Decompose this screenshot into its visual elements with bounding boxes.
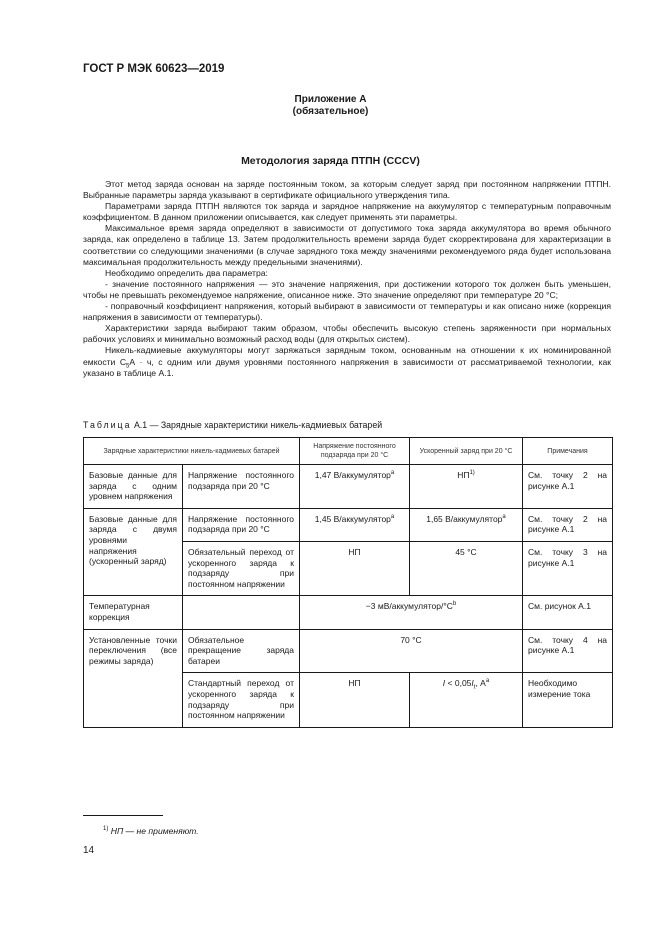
table-cell (300, 508, 410, 541)
paragraph-text: Никель-кадмиевые аккумуляторы могут заряжаться зарядным током, основанным на отношении к их номинированной емкости С (83, 345, 611, 367)
table-caption-text: А.1 — Зарядные характеристики никель-кадмиевых батарей (131, 420, 383, 430)
paragraph: Необходимо определить два параметра: (105, 267, 268, 278)
table-cell (410, 673, 523, 727)
table-cell: Установленные точки переключения (все режимы заряда) (84, 629, 183, 727)
table-cell: Обязательный переход от ускоренного заряда к подзаряду при постоянном напряжении (183, 541, 300, 595)
table-cell: См. точку 2 на рисунке А.1 (523, 465, 613, 509)
cell-value: НП (457, 470, 470, 480)
section-title: Методология заряда ПТПН (CCCV) (241, 155, 420, 167)
charge-characteristics-table (83, 437, 613, 728)
table-row (84, 596, 613, 629)
cell-value: 1,45 В/аккумулятор (314, 513, 391, 524)
table-cell: См. точку 3 на рисунке А.1 (523, 541, 613, 595)
table-row (84, 629, 613, 673)
table-cell: Базовые данные для заряда с одним уровнем напряжения (84, 465, 183, 509)
footnote (103, 826, 199, 836)
footnote-mark: 1) (103, 826, 109, 833)
annex-status: (обязательное) (292, 106, 369, 117)
superscript: а (390, 470, 395, 477)
header-cell: Примечания (523, 438, 613, 465)
cell-value: , А (475, 678, 486, 689)
footnote-divider (83, 815, 163, 816)
cell-value: < 0,05 (445, 678, 472, 689)
table-cell (183, 596, 300, 629)
table-cell: Температурная коррекция (84, 596, 183, 629)
footnote-text: НП — не применяют. (110, 826, 199, 836)
annex-heading (0, 94, 661, 118)
paragraph: - поправочный коэффициент напряжения, который выбирают в зависимости от температуры и как описано ниже (коррекция напряжения в зависимости от температуры). (83, 301, 611, 323)
table-row (84, 465, 613, 509)
table-cell: См. рисунок А.1 (523, 596, 613, 629)
paragraph (83, 345, 611, 378)
table-cell (300, 596, 523, 629)
paragraph: Этот метод заряда основан на заряде постоянным током, за которым следует заряд при постоянном напряжении ПТПН. Выбранные параметры заряда указывают в сертификате официального утверждения типа. (83, 179, 611, 201)
subscript: 5 (126, 363, 130, 370)
table-cell: Стандартный переход от ускоренного заряда к подзаряду при постоянном напряжении (183, 673, 300, 727)
table-cell: См. точку 2 на рисунке А.1 (523, 508, 613, 541)
table-cell: Базовые данные для заряда с двумя уровнями напряжения (ускоренный заряд) (84, 508, 183, 596)
table-cell (410, 465, 523, 509)
table-cell: Напряжение постоянного подзаряда при 20 °С (183, 508, 300, 541)
body-text (83, 179, 611, 379)
paragraph-text: А · ч, с одним или двумя уровнями постоянного напряжения в зависимости от рассматриваемой технологии, как указано в таблице А.1. (83, 356, 611, 378)
table-caption-label: Таблица (83, 420, 132, 430)
table-header-row (84, 438, 613, 465)
superscript: 1) (469, 470, 475, 477)
table-caption (83, 420, 382, 430)
table-cell: 45 °С (410, 541, 523, 595)
document-header: ГОСТ Р МЭК 60623—2019 (83, 63, 225, 75)
table-row (84, 508, 613, 541)
paragraph: - значение постоянного напряжения — это значение напряжения, при достижении которого ток должен быть уменьшен, чтобы не превышать рекомендуемое напряжение, описанное ниже. Это значение определяют при температуре 20 °С; (83, 278, 611, 300)
table-cell: НП (300, 541, 410, 595)
superscript: а (485, 678, 490, 685)
table-cell: НП (300, 673, 410, 727)
table-cell: 70 °С (300, 629, 523, 673)
annex-title: Приложение А (294, 94, 367, 105)
cell-value: −3 мВ/аккумулятор/°С (365, 601, 453, 612)
table-cell: Необходимо измерение тока (523, 673, 613, 727)
table-cell (410, 508, 523, 541)
table-cell: См. точку 4 на рисунке А.1 (523, 629, 613, 673)
superscript: а (502, 513, 506, 520)
superscript: а (390, 513, 395, 520)
table-cell: Обязательное прекращение заряда батареи (183, 629, 300, 673)
paragraph: Характеристики заряда выбирают таким образом, чтобы обеспечить высокую степень заряженности при нормальных рабочих условиях и минимально возможный расход воды (для открытых систем). (83, 323, 611, 345)
paragraph: Параметрами заряда ПТПН являются ток заряда и зарядное напряжение на аккумулятор с температурным поправочным коэффициентом. В данном приложении описывается, как следует применять эти параметры. (83, 201, 611, 223)
header-cell: Ускоренный заряд при 20 °С (410, 438, 523, 465)
header-cell: Зарядные характеристики никель-кадмиевых батарей (84, 438, 300, 465)
cell-value: 1,65 В/аккумулятор (426, 513, 503, 524)
table-cell (300, 465, 410, 509)
table-cell: Напряжение постоянного подзаряда при 20 °С (183, 465, 300, 509)
cell-value: 1,47 В/аккумулятор (314, 470, 391, 480)
page-number: 14 (83, 845, 95, 856)
subscript: t (473, 685, 476, 691)
cell-value: I (471, 678, 474, 689)
cell-value: I (442, 678, 446, 689)
paragraph: Максимальное время заряда определяют в зависимости от допустимого тока заряда аккумулятора во время обычного заряда, как определено в таблице 13. Затем продолжительность времени заряда будет скорректирована для характеризации в соответствии со следующими значениями (в случае зарядного тока между значениями рекомендуемого ряда будет использована максимальная продолжительность между предельными значениями). (83, 223, 611, 267)
superscript: b (452, 601, 457, 608)
header-cell: Напряжение постоянного подзаряда при 20 °С (300, 438, 410, 465)
